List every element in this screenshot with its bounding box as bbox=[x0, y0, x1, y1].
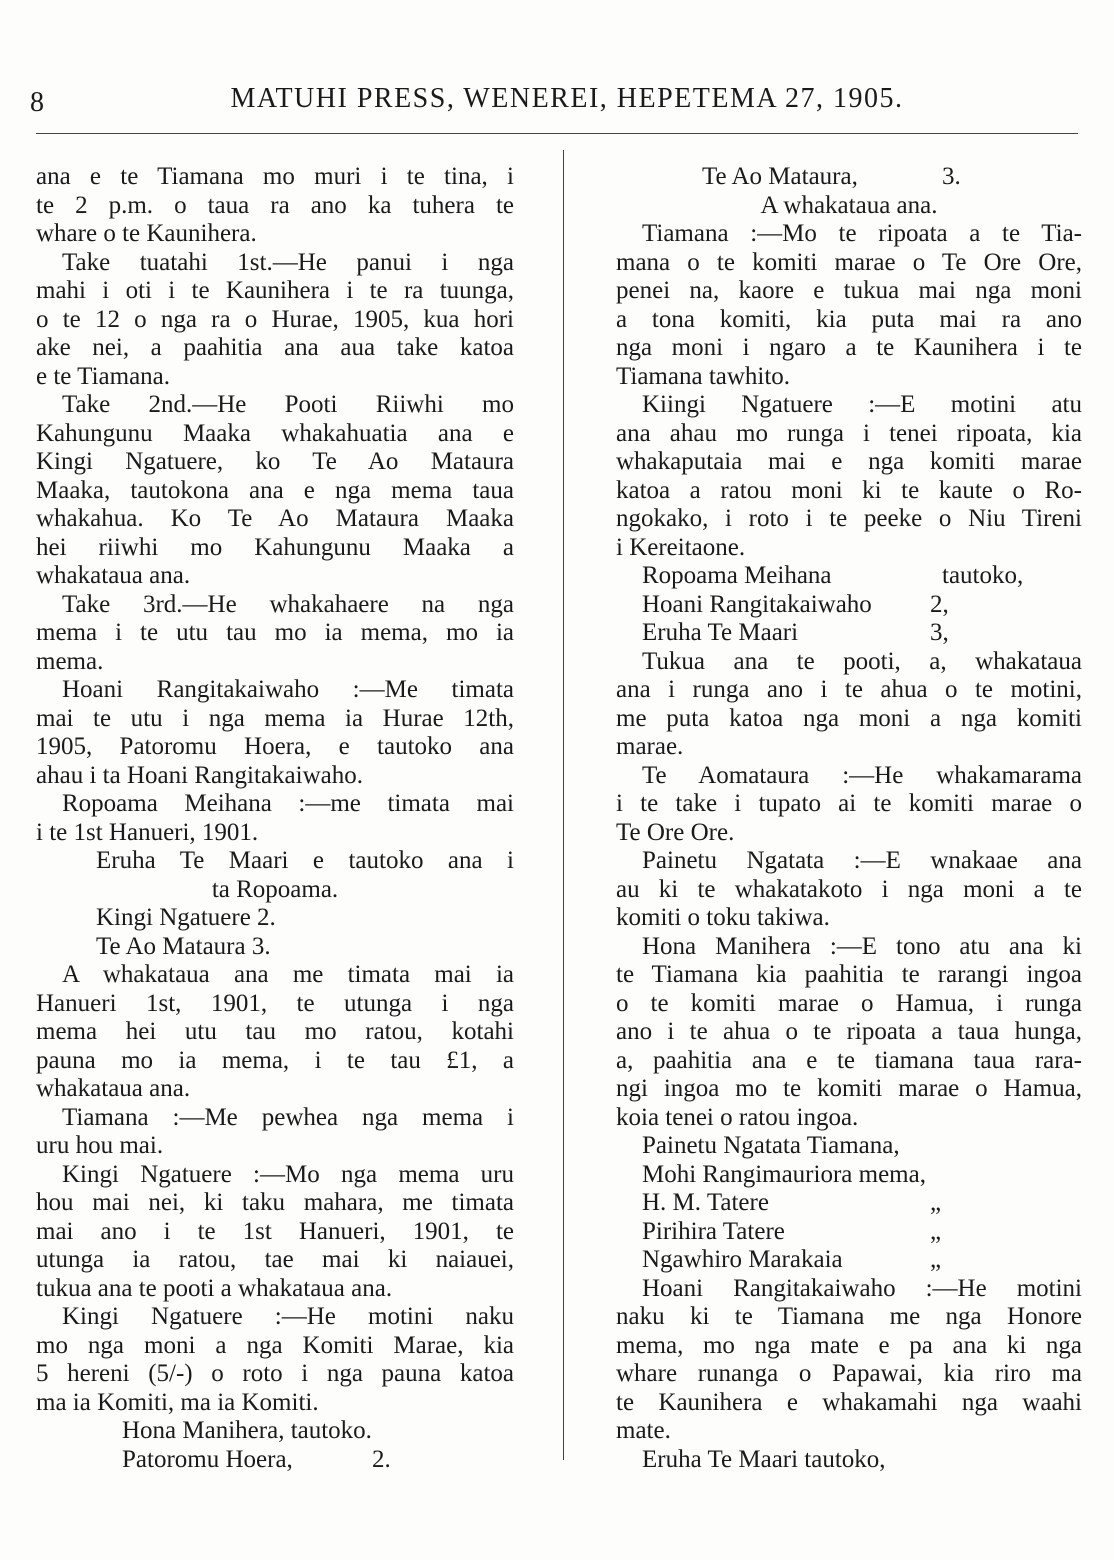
text-line: Eruha Te Maari tautoko, bbox=[642, 1445, 886, 1473]
text-line: mema i te utu tau mo ia mema, mo ia bbox=[36, 619, 514, 646]
signatory-name: Pirihira Tatere bbox=[642, 1217, 785, 1245]
vote-count: 3, bbox=[930, 619, 949, 646]
text-line: komiti o toku takiwa. bbox=[616, 904, 830, 931]
page-number: 8 bbox=[30, 87, 44, 118]
text-line: e te Tiamana. bbox=[36, 362, 171, 390]
text-line: hou mai nei, ki taku mahara, me timata bbox=[36, 1189, 514, 1216]
text-line: ano i te ahua o te ripoata a taua hunga, bbox=[616, 1018, 1082, 1045]
text-line: Take 2nd.—He Pooti Riiwhi mo bbox=[62, 391, 514, 418]
text-line: hei riiwhi mo Kahungunu Maaka a bbox=[36, 533, 514, 561]
text-line: Kingi Ngatuere :—He motini naku bbox=[62, 1303, 514, 1330]
text-line: te Tiamana kia paahitia te rarangi ingoa bbox=[616, 961, 1082, 988]
text-line: i te 1st Hanueri, 1901. bbox=[36, 818, 259, 846]
running-title: MATUHI PRESS, WENEREI, HEPETEMA 27, 1905. bbox=[230, 83, 904, 114]
text-line: Hona Manihera :—E tono atu ana ki bbox=[642, 932, 1082, 960]
text-line: ahau i ta Hoani Rangitakaiwaho. bbox=[36, 761, 363, 789]
text-line: Kingi Ngatuere :—Mo nga mema uru bbox=[62, 1160, 514, 1188]
text-line: whakataua ana. bbox=[36, 562, 191, 589]
ditto-mark: „ bbox=[930, 1246, 942, 1273]
text-line: ngokako, i roto i te peeke o Niu Tireni bbox=[616, 505, 1082, 532]
text-line: mahi i oti i te Kaunihera i te ra tuunga, bbox=[36, 277, 514, 304]
signatory-name: Eruha Te Maari bbox=[642, 619, 799, 646]
text-line bbox=[616, 1246, 1082, 1275]
text-line: Mohi Rangimauriora mema, bbox=[642, 1160, 926, 1188]
text-line: me puta katoa nga moni a nga komiti bbox=[616, 704, 1082, 732]
text-line bbox=[616, 591, 1082, 620]
text-line: mai te utu i nga mema ia Hurae 12th, bbox=[36, 704, 514, 732]
text-line: whare o te Kaunihera. bbox=[36, 220, 257, 247]
vote-count: 2, bbox=[930, 590, 949, 618]
text-line: o te komiti marae o Hamua, i runga bbox=[616, 989, 1082, 1017]
text-line: katoa a ratou moni ki te kaute o Ro- bbox=[616, 476, 1082, 504]
text-line: A whakataua ana me timata mai ia bbox=[62, 961, 514, 988]
text-line: a tona komiti, kia puta mai ra ano bbox=[616, 305, 1082, 333]
text-line: mate. bbox=[616, 1417, 671, 1444]
signatory-name: H. M. Tatere bbox=[642, 1189, 769, 1216]
text-line: Kingi Ngatuere 2. bbox=[96, 904, 276, 931]
text-line bbox=[616, 1218, 1082, 1247]
text-line: pauna mo ia mema, i te tau £1, a bbox=[36, 1046, 514, 1074]
text-line: ana ahau mo runga i tenei ripoata, kia bbox=[616, 419, 1082, 447]
text-line: Ropoama Meihana :—me timata mai bbox=[62, 790, 514, 817]
text-line: Hanueri 1st, 1901, te utunga i nga bbox=[36, 989, 514, 1017]
text-line: Hoani Rangitakaiwaho :—He motini bbox=[642, 1274, 1082, 1302]
signatory-name: Ropoama Meihana bbox=[642, 562, 832, 589]
ditto-mark: „ bbox=[930, 1217, 942, 1245]
text-line: Te Ao Mataura 3. bbox=[96, 932, 271, 960]
text-line: i te take i tupato ai te komiti marae o bbox=[616, 790, 1082, 817]
text-line: Kiingi Ngatuere :—E motini atu bbox=[642, 391, 1082, 418]
text-line: Kingi Ngatuere, ko Te Ao Mataura bbox=[36, 448, 514, 475]
text-line: koia tenei o ratou ingoa. bbox=[616, 1103, 859, 1131]
text-line: mo nga moni a nga Komiti Marae, kia bbox=[36, 1331, 514, 1359]
text-line bbox=[616, 1189, 1082, 1218]
text-line: uru hou mai. bbox=[36, 1132, 164, 1159]
vote-count: 2. bbox=[372, 1445, 391, 1473]
text-line bbox=[616, 619, 1082, 648]
text-line: Take tuatahi 1st.—He panui i nga bbox=[62, 248, 514, 276]
text-line: ana i runga ano i te ahua o te motini, bbox=[616, 676, 1082, 703]
text-line: i Kereitaone. bbox=[616, 533, 746, 561]
left-column bbox=[36, 163, 514, 1474]
signatory-name: Patoromu Hoera, bbox=[122, 1445, 293, 1473]
text-line: whakahua. Ko Te Ao Mataura Maaka bbox=[36, 505, 514, 532]
text-line: Hona Manihera, tautoko. bbox=[122, 1417, 372, 1444]
text-line: Tukua ana te pooti, a, whakataua bbox=[642, 647, 1082, 675]
text-line: naku ki te Tiamana me nga Honore bbox=[616, 1303, 1082, 1330]
text-line: ta Ropoama. bbox=[211, 875, 339, 903]
text-line bbox=[616, 562, 1082, 591]
text-line: A whakataua ana. bbox=[760, 191, 938, 219]
text-line: penei na, kaore e tukua mai nga moni bbox=[616, 277, 1082, 304]
text-line: a, paahitia ana e te tiamana taua rara- bbox=[616, 1046, 1082, 1074]
text-line: Tiamana tawhito. bbox=[616, 362, 791, 390]
text-line: ma ia Komiti, ma ia Komiti. bbox=[36, 1388, 319, 1416]
header-rule bbox=[36, 133, 1078, 134]
text-line: Maaka, tautokona ana e nga mema taua bbox=[36, 476, 514, 504]
text-line: Painetu Ngatata :—E wnakaae ana bbox=[642, 847, 1082, 874]
text-line bbox=[616, 163, 1082, 192]
text-line: ana e te Tiamana mo muri i te tina, i bbox=[36, 163, 514, 190]
text-line: 1905, Patoromu Hoera, e tautoko ana bbox=[36, 733, 514, 760]
ditto-mark: „ bbox=[930, 1189, 942, 1216]
text-line: mema. bbox=[36, 647, 104, 675]
text-line: ngi ingoa mo te komiti marae o Hamua, bbox=[616, 1075, 1082, 1102]
text-line: mai ano i te 1st Hanueri, 1901, te bbox=[36, 1217, 514, 1245]
right-column bbox=[616, 163, 1082, 1474]
text-line: Eruha Te Maari e tautoko ana i bbox=[96, 847, 514, 874]
signatory-name: Te Ao Mataura, bbox=[702, 163, 858, 190]
text-line: whare runanga o Papawai, kia riro ma bbox=[616, 1360, 1082, 1387]
signatory-role: tautoko, bbox=[942, 562, 1024, 589]
text-line: 5 hereni (5/-) o roto i nga pauna katoa bbox=[36, 1360, 514, 1387]
vote-count: 3. bbox=[942, 163, 961, 190]
text-line: Painetu Ngatata Tiamana, bbox=[642, 1132, 900, 1159]
signatory-name: Hoani Rangitakaiwaho bbox=[642, 590, 872, 618]
text-line: ake nei, a paahitia ana aua take katoa bbox=[36, 334, 514, 361]
text-line: Take 3rd.—He whakahaere na nga bbox=[62, 590, 514, 618]
column-divider bbox=[563, 150, 564, 1460]
text-line: Kahungunu Maaka whakahuatia ana e bbox=[36, 419, 514, 447]
text-line: Te Aomataura :—He whakamarama bbox=[642, 761, 1082, 789]
text-line: Te Ore Ore. bbox=[616, 818, 735, 846]
text-line: tukua ana te pooti a whakataua ana. bbox=[36, 1274, 393, 1302]
text-line: au ki te whakatakoto i nga moni a te bbox=[616, 875, 1082, 903]
text-line: Tiamana :—Mo te ripoata a te Tia- bbox=[642, 220, 1082, 247]
text-line bbox=[36, 1446, 514, 1475]
text-line: te Kaunihera e whakamahi nga waahi bbox=[616, 1388, 1082, 1416]
text-line: mema, mo nga mate e pa ana ki nga bbox=[616, 1331, 1082, 1359]
text-line: Tiamana :—Me pewhea nga mema i bbox=[62, 1103, 514, 1131]
text-line: whakataua ana. bbox=[36, 1075, 191, 1102]
text-line: utunga ia ratou, tae mai ki naiauei, bbox=[36, 1246, 514, 1273]
text-line: whakaputaia mai e nga komiti marae bbox=[616, 448, 1082, 475]
text-line: Hoani Rangitakaiwaho :—Me timata bbox=[62, 676, 514, 703]
signatory-name: Ngawhiro Marakaia bbox=[642, 1246, 843, 1273]
text-line: te 2 p.m. o taua ra ano ka tuhera te bbox=[36, 191, 514, 219]
text-line: mema hei utu tau mo ratou, kotahi bbox=[36, 1018, 514, 1045]
text-line: mana o te komiti marae o Te Ore Ore, bbox=[616, 248, 1082, 276]
text-line: o te 12 o nga ra o Hurae, 1905, kua hori bbox=[36, 305, 514, 333]
text-line: marae. bbox=[616, 733, 684, 760]
text-line: nga moni i ngaro a te Kaunihera i te bbox=[616, 334, 1082, 361]
